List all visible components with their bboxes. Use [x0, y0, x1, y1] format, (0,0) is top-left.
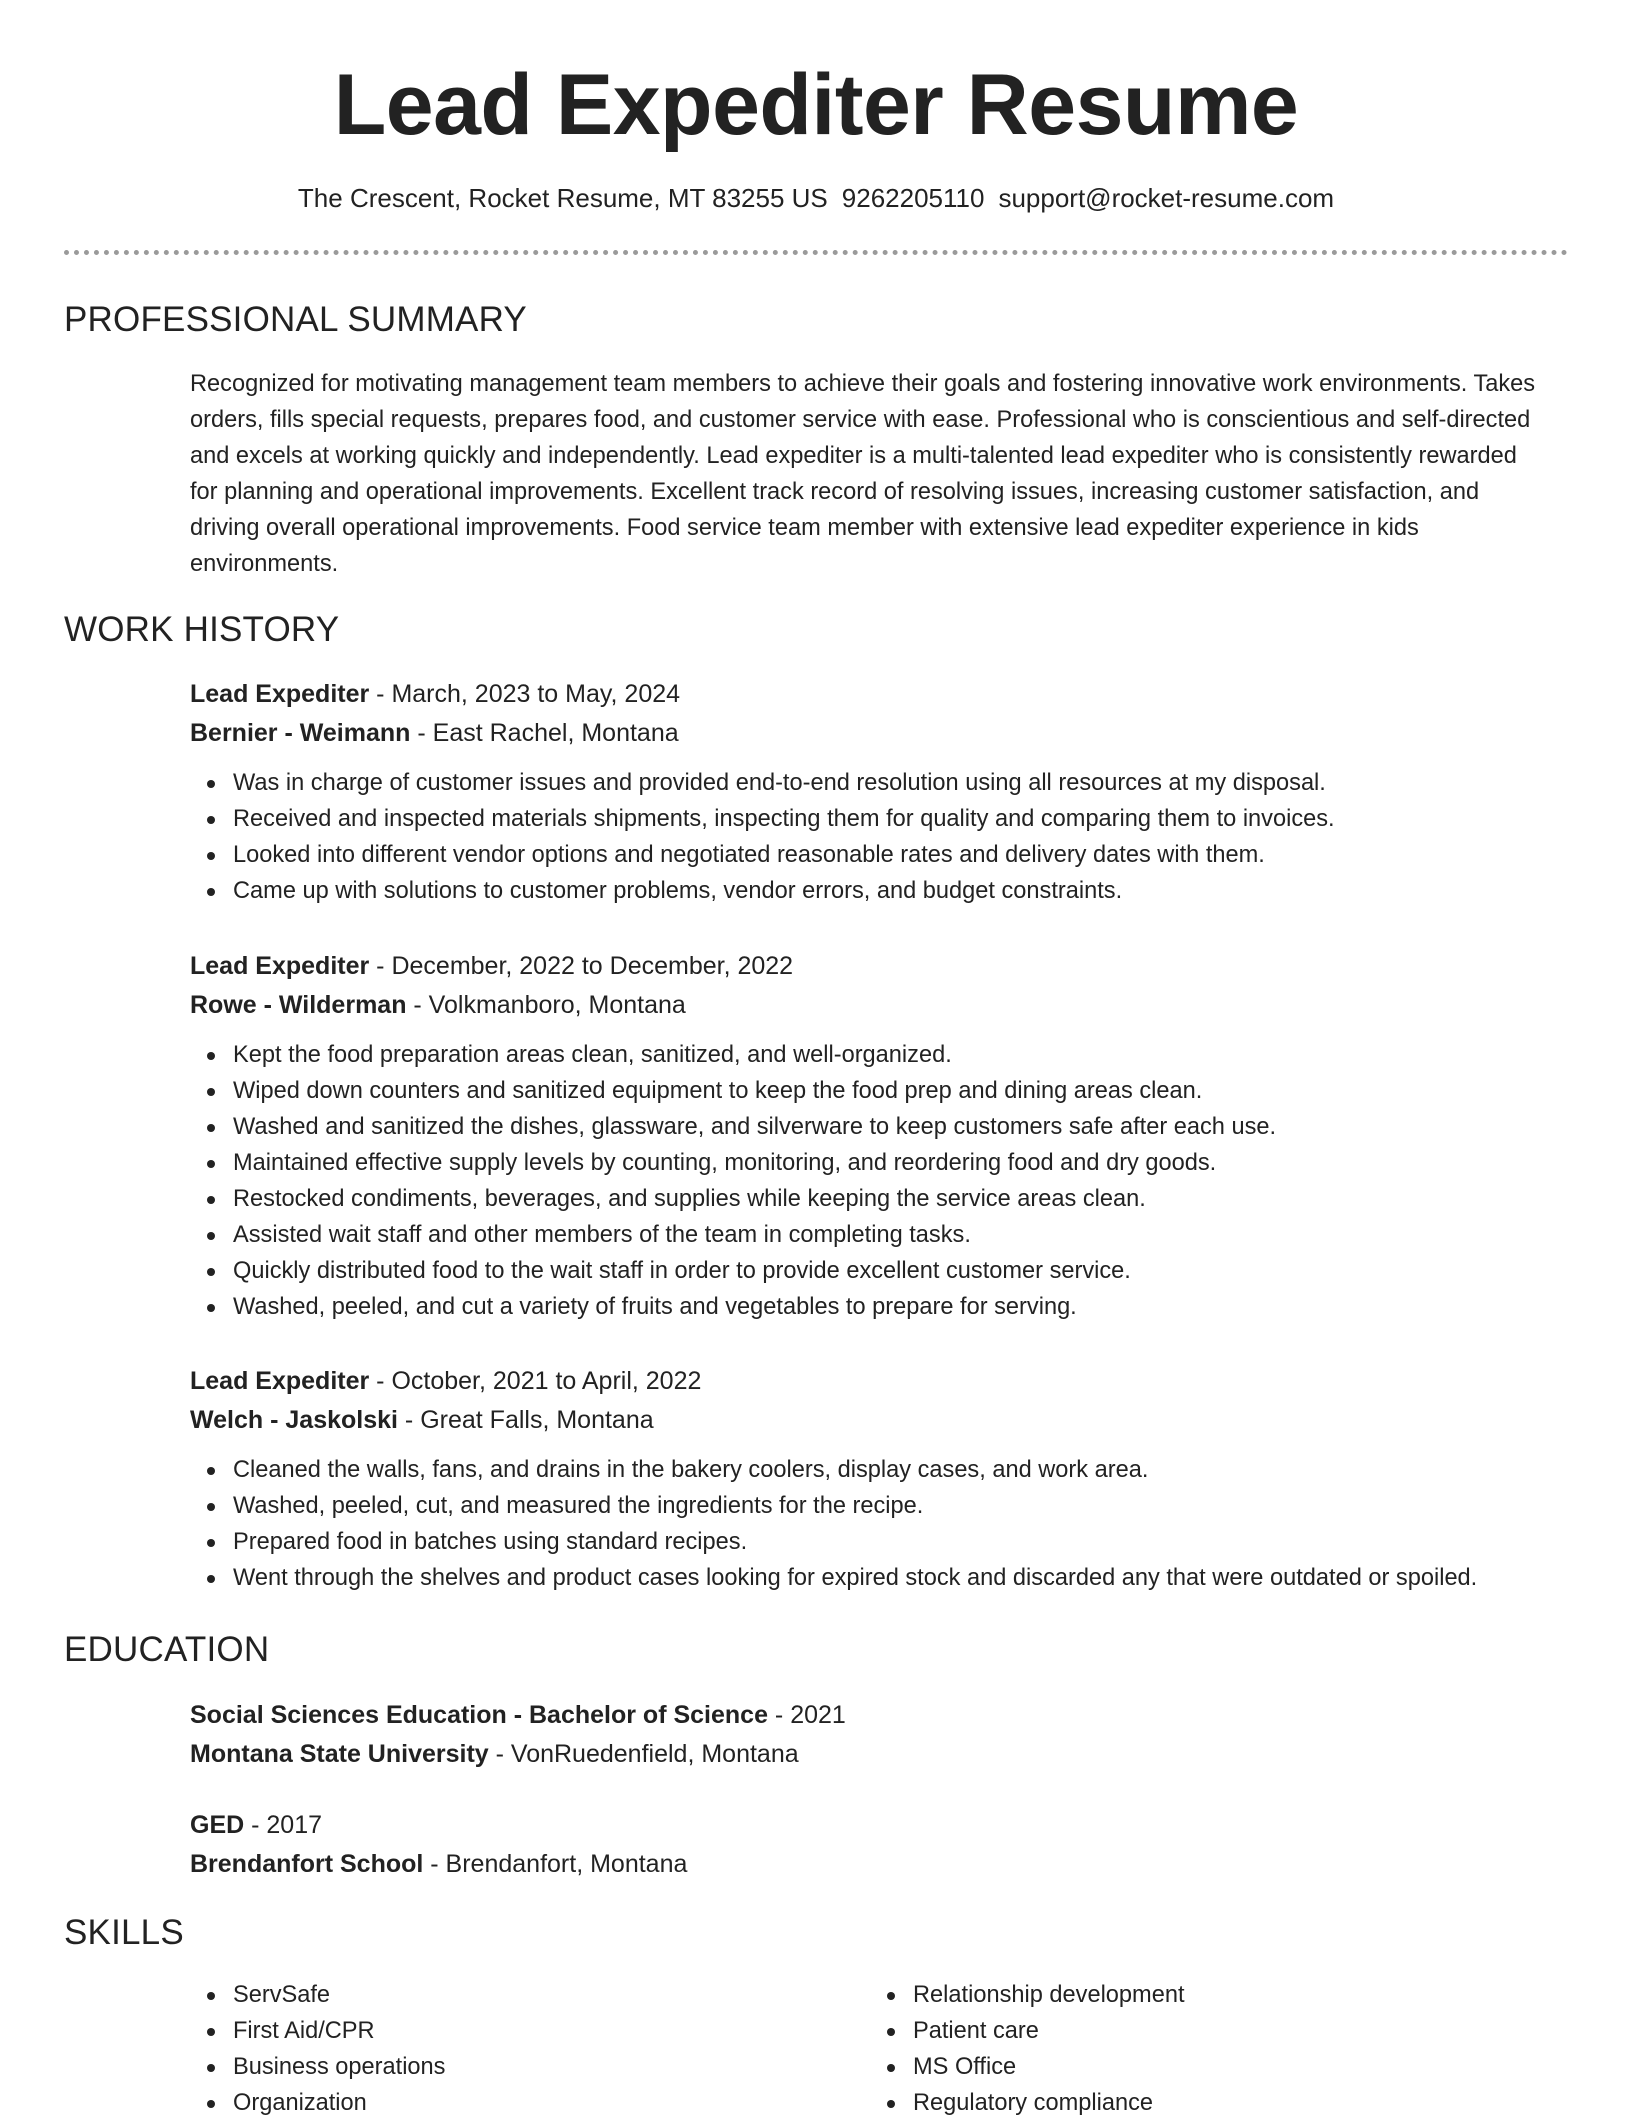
contact-line — [0, 180, 1632, 216]
job-duty: Cleaned the walls, fans, and drains in the bakery coolers, display cases, and work area. — [190, 1452, 1550, 1488]
education-school-line — [190, 1845, 1550, 1884]
job-duty: Came up with solutions to customer problems, vendor errors, and budget constraints. — [190, 873, 1550, 909]
job-title: Lead Expediter — [190, 952, 370, 980]
contact-phone: 9262205110 — [841, 183, 985, 213]
resume-title: Lead Expediter Resume — [333, 57, 1299, 153]
education-location: - VonRuedenfield, Montana — [488, 1740, 799, 1768]
job-duty: Prepared food in batches using standard recipes. — [190, 1524, 1550, 1560]
skill-item: MS Office — [870, 2049, 1490, 2085]
education-degree-line — [190, 1806, 1550, 1845]
job-duty: Quickly distributed food to the wait staff in order to provide excellent customer service. — [190, 1253, 1550, 1289]
job-entry — [190, 1362, 1550, 1596]
summary-heading: PROFESSIONAL SUMMARY — [64, 300, 527, 339]
job-duty: Went through the shelves and product cases looking for expired stock and discarded any that were outdated or spoiled. — [190, 1560, 1550, 1596]
job-title-line — [190, 675, 1550, 714]
job-company: Bernier - Weimann — [190, 719, 411, 747]
skill-item: Business operations — [190, 2049, 810, 2085]
job-duty: Wiped down counters and sanitized equipment to keep the food prep and dining areas clean. — [190, 1073, 1550, 1109]
skills-list — [870, 1977, 1490, 2121]
job-duty: Washed, peeled, cut, and measured the ingredients for the recipe. — [190, 1488, 1550, 1524]
education-school: Montana State University — [190, 1740, 489, 1768]
job-duties — [190, 765, 1550, 909]
job-dates: - March, 2023 to May, 2024 — [369, 680, 681, 708]
job-title-line — [190, 947, 1550, 986]
summary-text: Recognized for motivating management team members to achieve their goals and fostering innovative work environments. Takes orders, fills special requests, prepares food, and customer service with ease. Professional who is conscientious and self-directed and excels at working quickly and independently. Lead expediter is a multi-talented lead expediter who is consistently rewarded for planning and operational improvements. Excellent track record of resolving issues, increasing customer satisfaction, and driving overall operational improvements. Food service team member with extensive lead expediter experience in kids environments. — [190, 371, 1536, 577]
job-company: Welch - Jaskolski — [190, 1406, 398, 1434]
job-location: - Great Falls, Montana — [397, 1406, 654, 1434]
skills-column-right — [870, 1977, 1490, 2121]
job-duty: Received and inspected materials shipments, inspecting them for quality and comparing them to invoices. — [190, 801, 1550, 837]
job-duty: Looked into different vendor options and negotiated reasonable rates and delivery dates with them. — [190, 837, 1550, 873]
education-school-line — [190, 1735, 1550, 1774]
skills-list — [190, 1977, 810, 2121]
header-divider — [64, 250, 1568, 255]
skill-item: Organization — [190, 2085, 810, 2121]
skills-column-left — [190, 1977, 810, 2121]
contact-email[interactable]: support@rocket-resume.com — [998, 183, 1335, 213]
education-degree: Social Sciences Education - Bachelor of Science — [190, 1701, 768, 1729]
education-heading: EDUCATION — [64, 1630, 270, 1669]
job-dates: - October, 2021 to April, 2022 — [369, 1367, 702, 1395]
job-dates: - December, 2022 to December, 2022 — [369, 952, 794, 980]
skills-heading: SKILLS — [64, 1913, 184, 1952]
summary-block — [190, 366, 1550, 582]
job-location: - East Rachel, Montana — [410, 719, 679, 747]
education-degree: GED — [190, 1811, 245, 1839]
job-duty: Restocked condiments, beverages, and supplies while keeping the service areas clean. — [190, 1181, 1550, 1217]
skill-item: Relationship development — [870, 1977, 1490, 2013]
education-year: - 2017 — [244, 1811, 323, 1839]
job-location: - Volkmanboro, Montana — [406, 991, 686, 1019]
skill-item: Patient care — [870, 2013, 1490, 2049]
job-duties — [190, 1452, 1550, 1596]
job-duty: Kept the food preparation areas clean, sanitized, and well-organized. — [190, 1037, 1550, 1073]
work-history-heading: WORK HISTORY — [64, 610, 340, 649]
job-duty: Washed and sanitized the dishes, glassware, and silverware to keep customers safe after each use. — [190, 1109, 1550, 1145]
skill-item: ServSafe — [190, 1977, 810, 2013]
job-duty: Maintained effective supply levels by counting, monitoring, and reordering food and dry goods. — [190, 1145, 1550, 1181]
skill-item: First Aid/CPR — [190, 2013, 810, 2049]
education-school: Brendanfort School — [190, 1850, 424, 1878]
job-duty: Washed, peeled, and cut a variety of fruits and vegetables to prepare for serving. — [190, 1289, 1550, 1325]
education-degree-line — [190, 1696, 1550, 1735]
job-title: Lead Expediter — [190, 1367, 370, 1395]
job-company: Rowe - Wilderman — [190, 991, 407, 1019]
job-duty: Assisted wait staff and other members of the team in completing tasks. — [190, 1217, 1550, 1253]
job-company-line — [190, 714, 1550, 753]
job-entry — [190, 947, 1550, 1325]
education-entry — [190, 1696, 1550, 1774]
job-company-line — [190, 986, 1550, 1025]
job-duty: Was in charge of customer issues and provided end-to-end resolution using all resources at my disposal. — [190, 765, 1550, 801]
job-entry — [190, 675, 1550, 909]
education-entry — [190, 1806, 1550, 1884]
education-location: - Brendanfort, Montana — [423, 1850, 688, 1878]
job-title: Lead Expediter — [190, 680, 370, 708]
contact-address: The Crescent, Rocket Resume, MT 83255 US — [297, 183, 828, 213]
skill-item: Regulatory compliance — [870, 2085, 1490, 2121]
education-year: - 2021 — [767, 1701, 846, 1729]
job-duties — [190, 1037, 1550, 1325]
job-company-line — [190, 1401, 1550, 1440]
job-title-line — [190, 1362, 1550, 1401]
